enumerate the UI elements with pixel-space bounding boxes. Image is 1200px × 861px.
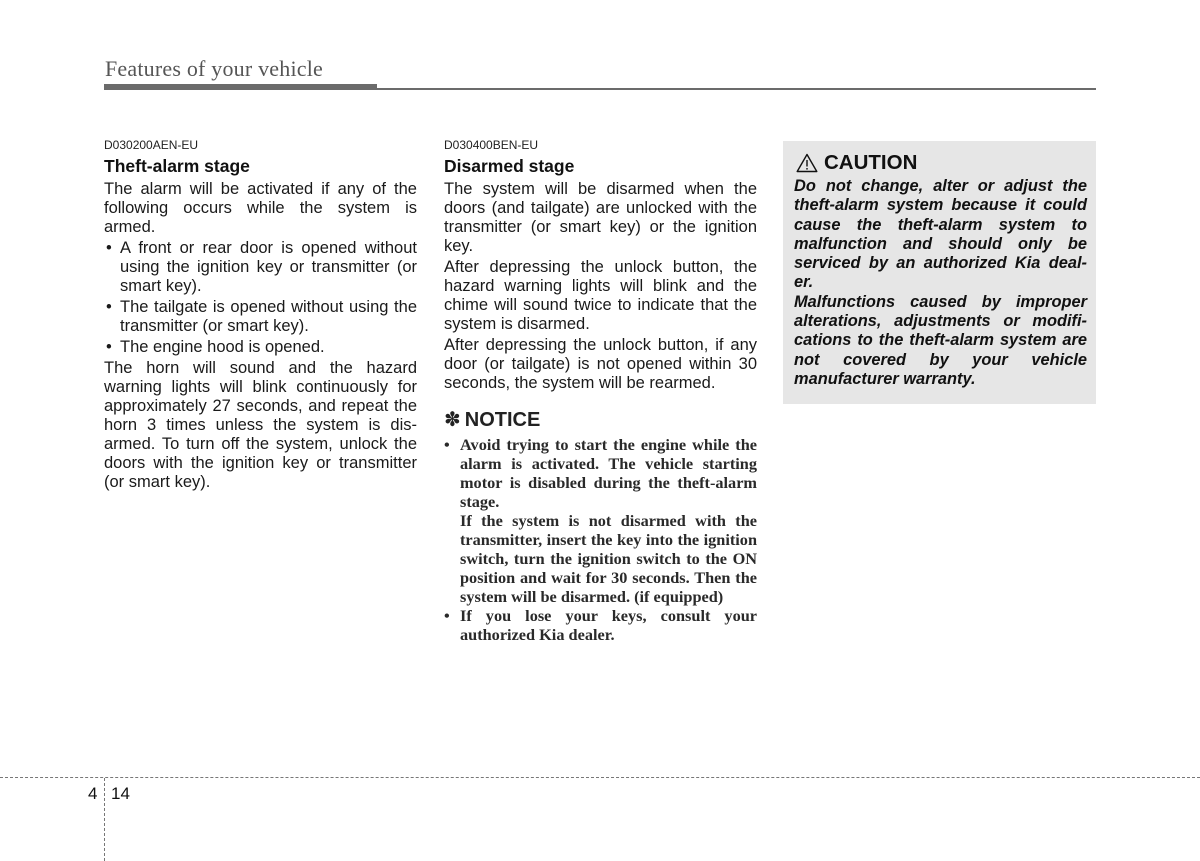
body-paragraph: After depressing the unlock button, the hazard warning lights will blink and the chime will sound twice to indicate that the system is disarmed.	[444, 258, 757, 333]
list-item	[444, 606, 757, 644]
disarmed-column	[444, 138, 757, 644]
list-item	[104, 298, 417, 336]
caution-paragraph: Do not change, alter or adjust the theft-alarm system because it could cause the theft-alarm system to malfunction and should only be serviced by an authorized Kia deal-er.	[794, 177, 1087, 292]
list-item-text: The tailgate is opened without using the transmitter (or smart key).	[120, 298, 417, 335]
chapter-number: 4	[88, 784, 98, 803]
section-code: D030200AEN-EU	[104, 138, 199, 152]
list-item-text: The engine hood is opened.	[120, 338, 325, 356]
caution-box	[783, 141, 1096, 404]
list-item	[104, 338, 417, 357]
bullet-icon: •	[106, 298, 112, 316]
page-header-title: Features of your vehicle	[105, 56, 324, 81]
notice-text: If the system is not disarmed with the transmitter, insert the key into the ignition switch, turn the ignition switch to the ON position and wait for 30 seconds. Then the system will be disarmed. (if equipped)	[460, 511, 757, 606]
list-item-text: A front or rear door is opened without using the ignition key or transmitter (or smart key).	[120, 239, 417, 295]
outro-paragraph: The horn will sound and the hazard warning lights will blink continuously for approximately 27 seconds, and repeat the horn 3 times unless the system is dis-armed. To turn off the system, unlock the doors with the ignition key or transmitter (or smart key).	[104, 359, 417, 491]
theft-alarm-column	[104, 138, 417, 494]
bullet-icon: •	[444, 606, 450, 625]
notice-text: Avoid trying to start the engine while the alarm is activated. The vehicle starting motor is disabled during the theft-alarm stage.	[460, 435, 757, 511]
trigger-list	[104, 239, 417, 357]
list-item	[104, 239, 417, 296]
body-paragraph: After depressing the unlock button, if any door (or tailgate) is not opened within 30 seconds, the system will be rearmed.	[444, 336, 757, 392]
header-rule-thin	[377, 88, 1096, 90]
caution-paragraph: Malfunctions caused by improper alterations, adjustments or modifi-cations to the theft-alarm system are not covered by your vehicle manufacturer warranty.	[794, 292, 1087, 388]
intro-paragraph: The alarm will be activated if any of the following occurs while the system is armed.	[104, 180, 417, 236]
bullet-icon: •	[106, 239, 112, 257]
notice-text: If you lose your keys, consult your authorized Kia dealer.	[460, 606, 757, 644]
notice-title: NOTICE	[464, 409, 541, 431]
list-item	[444, 435, 757, 606]
notice-heading	[444, 407, 757, 432]
section-heading: Disarmed stage	[444, 156, 575, 176]
footer-rule	[0, 777, 1200, 778]
page-number: 14	[111, 784, 130, 803]
bullet-icon: •	[444, 435, 450, 454]
warning-triangle-icon	[796, 153, 818, 173]
body-paragraph: The system will be disarmed when the doors (and tailgate) are unlocked with the transmitter (or smart key) or the ignition key.	[444, 180, 757, 255]
notice-star-icon: ✽	[444, 409, 461, 431]
section-code: D030400BEN-EU	[444, 138, 539, 152]
bullet-icon: •	[106, 338, 112, 356]
caution-title: CAUTION	[824, 151, 918, 174]
notice-list	[444, 435, 757, 644]
caution-header	[794, 151, 1087, 175]
header-rule-thick	[104, 84, 377, 90]
section-heading: Theft-alarm stage	[104, 156, 250, 176]
footer-divider	[104, 778, 105, 861]
